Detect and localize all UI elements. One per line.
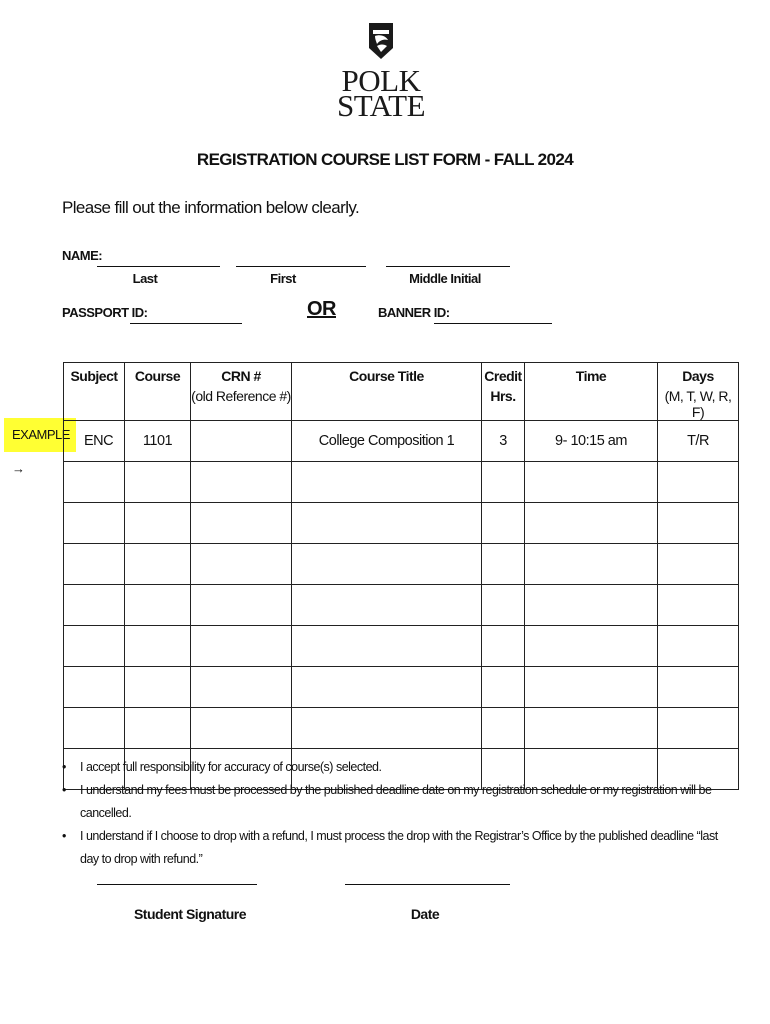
example-credit: 3 xyxy=(482,421,525,462)
table-row xyxy=(64,503,739,544)
course-cell[interactable] xyxy=(125,708,191,749)
course-cell[interactable] xyxy=(125,585,191,626)
subject-cell[interactable] xyxy=(64,585,125,626)
days-cell[interactable] xyxy=(658,585,739,626)
subject-cell[interactable] xyxy=(64,626,125,667)
header-credit xyxy=(482,363,525,421)
subject-cell[interactable] xyxy=(64,503,125,544)
time-cell[interactable] xyxy=(525,544,658,585)
subject-cell[interactable] xyxy=(64,462,125,503)
header-credit-label: Credit xyxy=(484,368,522,384)
time-cell[interactable] xyxy=(525,667,658,708)
course-title-cell[interactable] xyxy=(292,667,482,708)
middle-initial-field[interactable] xyxy=(386,266,510,267)
banner-id-field[interactable] xyxy=(434,323,552,324)
time-cell[interactable] xyxy=(525,708,658,749)
subject-cell[interactable] xyxy=(64,544,125,585)
first-name-caption: First xyxy=(270,271,296,286)
course-title-cell[interactable] xyxy=(292,462,482,503)
days-cell[interactable] xyxy=(658,708,739,749)
crn-cell[interactable] xyxy=(191,544,292,585)
table-row xyxy=(64,585,739,626)
middle-initial-caption: Middle Initial xyxy=(409,271,481,286)
credit-cell[interactable] xyxy=(482,503,525,544)
header-title-label: Course Title xyxy=(349,368,424,384)
or-separator: OR xyxy=(307,298,336,320)
terms-list xyxy=(62,756,722,871)
table-row xyxy=(64,626,739,667)
days-cell[interactable] xyxy=(658,503,739,544)
course-title-cell[interactable] xyxy=(292,626,482,667)
header-credit-sub: Hrs. xyxy=(490,388,516,404)
course-cell[interactable] xyxy=(125,503,191,544)
course-title-cell[interactable] xyxy=(292,503,482,544)
crn-cell[interactable] xyxy=(191,626,292,667)
course-cell[interactable] xyxy=(125,462,191,503)
header-days xyxy=(658,363,739,421)
header-crn-label: CRN # xyxy=(221,368,261,384)
crn-cell[interactable] xyxy=(191,708,292,749)
name-label: NAME: xyxy=(62,248,103,263)
header-subject xyxy=(64,363,125,421)
last-name-field[interactable] xyxy=(97,266,220,267)
table-row xyxy=(64,544,739,585)
example-row xyxy=(64,421,739,462)
course-cell[interactable] xyxy=(125,626,191,667)
crn-cell[interactable] xyxy=(191,503,292,544)
table-header-row xyxy=(64,363,739,421)
student-signature-label: Student Signature xyxy=(133,906,247,922)
credit-cell[interactable] xyxy=(482,585,525,626)
header-days-sub: (M, T, W, R, F) xyxy=(664,388,732,420)
header-time-label: Time xyxy=(575,368,607,384)
term-text: I understand if I choose to drop with a refund, I must process the drop with the Registrar’s Office by the published deadline “last day to drop with refund.” xyxy=(80,829,718,866)
last-name-caption: Last xyxy=(132,271,158,286)
days-cell[interactable] xyxy=(658,462,739,503)
subject-cell[interactable] xyxy=(64,667,125,708)
bullet-icon: • xyxy=(62,760,66,774)
days-cell[interactable] xyxy=(658,667,739,708)
crn-cell[interactable] xyxy=(191,667,292,708)
banner-id-label: BANNER ID: xyxy=(378,305,450,320)
date-label: Date xyxy=(410,906,440,922)
polk-state-logo-icon xyxy=(368,22,394,60)
first-name-field[interactable] xyxy=(236,266,366,267)
list-item xyxy=(62,825,722,871)
time-cell[interactable] xyxy=(525,462,658,503)
example-subject: ENC xyxy=(64,421,125,462)
course-title-cell[interactable] xyxy=(292,708,482,749)
course-list-table xyxy=(63,362,739,790)
header-crn-sub: (old Reference #) xyxy=(191,388,291,404)
time-cell[interactable] xyxy=(525,626,658,667)
time-cell[interactable] xyxy=(525,585,658,626)
credit-cell[interactable] xyxy=(482,462,525,503)
date-field[interactable] xyxy=(345,884,510,885)
credit-cell[interactable] xyxy=(482,626,525,667)
example-days: T/R xyxy=(658,421,739,462)
table-row xyxy=(64,708,739,749)
logo-wordmark-polk: POLK xyxy=(341,63,421,98)
header-course-title xyxy=(292,363,482,421)
course-cell[interactable] xyxy=(125,544,191,585)
credit-cell[interactable] xyxy=(482,667,525,708)
header-course-label: Course xyxy=(134,368,181,384)
student-signature-field[interactable] xyxy=(97,884,257,885)
header-crn xyxy=(191,363,292,421)
days-cell[interactable] xyxy=(658,626,739,667)
passport-id-field[interactable] xyxy=(130,323,242,324)
course-cell[interactable] xyxy=(125,667,191,708)
list-item xyxy=(62,779,722,825)
bullet-icon: • xyxy=(62,829,66,843)
bullet-icon: • xyxy=(62,783,66,797)
term-text: I understand my fees must be processed by the published deadline date on my registration schedule or my registration will be cancelled. xyxy=(80,783,712,820)
example-course: 1101 xyxy=(125,421,191,462)
example-crn xyxy=(191,421,292,462)
crn-cell[interactable] xyxy=(191,585,292,626)
header-course xyxy=(125,363,191,421)
header-subject-label: Subject xyxy=(70,368,118,384)
table-row xyxy=(64,462,739,503)
table-row xyxy=(64,667,739,708)
list-item xyxy=(62,756,722,779)
course-title-cell[interactable] xyxy=(292,585,482,626)
subject-cell[interactable] xyxy=(64,708,125,749)
example-tag: EXAMPLE → xyxy=(4,418,76,452)
header-days-label: Days xyxy=(682,368,714,384)
passport-id-label: PASSPORT ID: xyxy=(62,305,148,320)
crn-cell[interactable] xyxy=(191,462,292,503)
header-time xyxy=(525,363,658,421)
credit-cell[interactable] xyxy=(482,708,525,749)
course-title-cell[interactable] xyxy=(292,544,482,585)
term-text: I accept full responsibility for accuracy of course(s) selected. xyxy=(80,760,382,774)
logo-wordmark-state: STATE xyxy=(336,88,426,123)
time-cell[interactable] xyxy=(525,503,658,544)
credit-cell[interactable] xyxy=(482,544,525,585)
form-title: REGISTRATION COURSE LIST FORM - FALL 2024 xyxy=(196,150,574,169)
instructions-text: Please fill out the information below clearly. xyxy=(62,198,360,217)
days-cell[interactable] xyxy=(658,544,739,585)
example-title: College Composition 1 xyxy=(292,421,482,462)
example-time: 9- 10:15 am xyxy=(525,421,658,462)
